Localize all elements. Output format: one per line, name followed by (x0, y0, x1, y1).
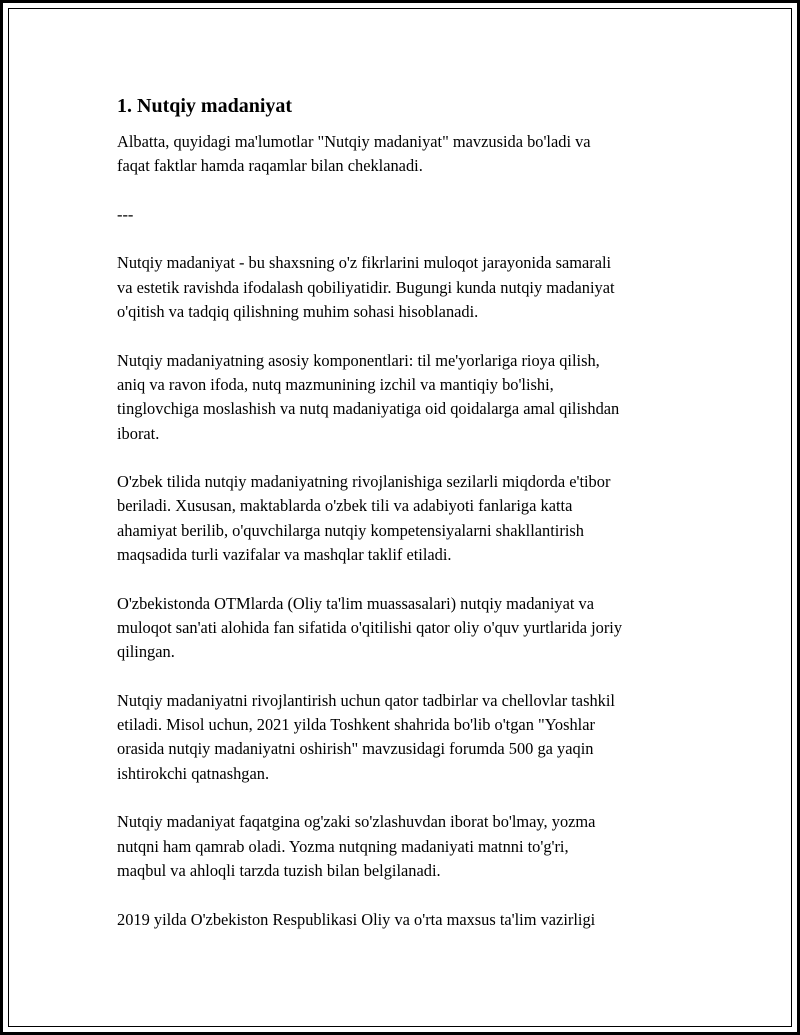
paragraph-components: Nutqiy madaniyatning asosiy komponentlari: til me'yorlariga rioya qilish, aniq va ravon ifoda, nutq mazmunining izchil va mantiqiy bo'lishi, tinglovchiga moslashish va nutq madaniyatiga oid qoidalarga amal qilishdan iborat. (117, 350, 620, 443)
section-heading: 1. Nutqiy madaniyat (117, 95, 293, 117)
paragraph-ministry: 2019 yilda O'zbekiston Respublikasi Oliy va o'rta maxsus ta'lim vazirligi (117, 909, 596, 929)
paragraph-definition: Nutqiy madaniyat - bu shaxsning o'z fikrlarini muloqot jarayonida samarali va estetik ravishda ifodalash qobiliyatidir. Bugungi kunda nutqiy madaniyat o'qitish va tadqiq qilishning muhim sohasi hisoblanadi. (117, 253, 615, 322)
paragraph-uzbek-language: O'zbek tilida nutqiy madaniyatning rivojlanishiga sezilarli miqdorda e'tibor beriladi. Xususan, maktablarda o'zbek tili va adabiyoti fanlariga katta ahamiyat berilib, o'quvchilarga nutqiy kompetensiyalarni shakllantirish maqsadida turli vazifalar va mashqlar taklif etiladi. (117, 472, 611, 565)
paragraph-events: Nutqiy madaniyatni rivojlantirish uchun qator tadbirlar va chellovlar tashkil etiladi. Misol uchun, 2021 yilda Toshkent shahrida bo'lib o'tgan "Yoshlar orasida nutqiy madaniyatni oshirish" mavzusidagi forumda 500 ga yaqin ishtirokchi qatnashgan. (117, 690, 615, 783)
paragraph-written-speech: Nutqiy madaniyat faqatgina og'zaki so'zlashuvdan iborat bo'lmay, yozma nutqni ham qamrab oladi. Yozma nutqning madaniyati matnni to'g'ri, maqbul va ahloqli tarzda tuzish bilan belgilanadi. (117, 812, 596, 880)
paragraph-higher-education: O'zbekistonda OTMlarda (Oliy ta'lim muassasalari) nutqiy madaniyat va muloqot san'ati alohida fan sifatida o'qitilishi qator oliy o'quv yurtlarida joriy qilingan. (117, 593, 623, 662)
separator-line: --- (117, 204, 134, 224)
intro-paragraph: Albatta, quyidagi ma'lumotlar "Nutqiy madaniyat" mavzusida bo'ladi va faqat faktlar hamda raqamlar bilan cheklanadi. (117, 132, 591, 176)
document-body (117, 92, 677, 956)
